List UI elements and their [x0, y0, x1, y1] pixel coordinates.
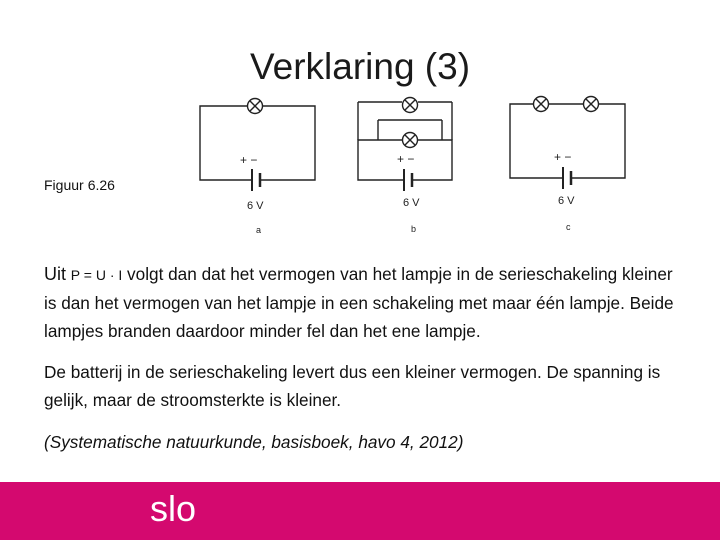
battery-icon	[404, 169, 412, 191]
circuit-b-caption: b	[411, 224, 417, 234]
circuit-a	[200, 99, 315, 192]
circuit-b-voltage: 6 V	[403, 197, 420, 209]
circuit-c-wire	[572, 104, 625, 178]
lamp-icon	[403, 133, 418, 148]
circuit-a-voltage: 6 V	[247, 200, 264, 212]
explanation-paragraph	[44, 260, 684, 345]
circuit-a-polarity: + −	[240, 153, 258, 167]
circuit-b-wire	[413, 140, 452, 180]
battery-icon	[563, 167, 571, 189]
lamp-icon	[534, 97, 549, 112]
figure-label-word: Figuur	[44, 177, 84, 193]
para1-uit: Uit	[44, 264, 66, 284]
para1-text: volgt dan dat het vermogen van het lampje in de serieschakeling kleiner is dan het vermogen van het lampje in een schakeling met maar één lampje. Beide lampjes branden daardoor minder fel dan het ene lampje.	[44, 264, 674, 341]
battery-paragraph: De batterij in de serieschakeling levert dus een kleiner vermogen. De spanning is gelijk, maar de stroomsterkte is kleiner.	[44, 362, 661, 410]
circuit-a-caption: a	[256, 225, 262, 235]
power-formula: P = U · I	[70, 267, 123, 283]
slo-logo: slo	[150, 488, 197, 529]
circuit-diagrams	[190, 92, 630, 242]
lamp-icon	[403, 98, 418, 113]
circuit-b	[358, 98, 452, 192]
circuit-a-wire	[200, 106, 251, 180]
lamp-icon	[584, 97, 599, 112]
circuit-c-caption: c	[566, 222, 571, 232]
circuit-c-wire	[510, 104, 562, 178]
battery-icon	[252, 169, 260, 191]
circuit-a-wire	[261, 106, 315, 180]
source-citation: (Systematische natuurkunde, basisboek, havo 4, 2012)	[44, 432, 464, 452]
slide-title: Verklaring (3)	[249, 46, 471, 87]
figure-label-number: 6.26	[87, 177, 115, 193]
circuit-c-polarity: + −	[554, 150, 572, 164]
lamp-icon	[248, 99, 263, 114]
circuit-c-voltage: 6 V	[558, 195, 575, 207]
figure-label	[44, 176, 115, 194]
footer-bar	[0, 482, 720, 540]
circuit-b-polarity: + −	[397, 152, 415, 166]
circuit-c	[510, 97, 625, 190]
